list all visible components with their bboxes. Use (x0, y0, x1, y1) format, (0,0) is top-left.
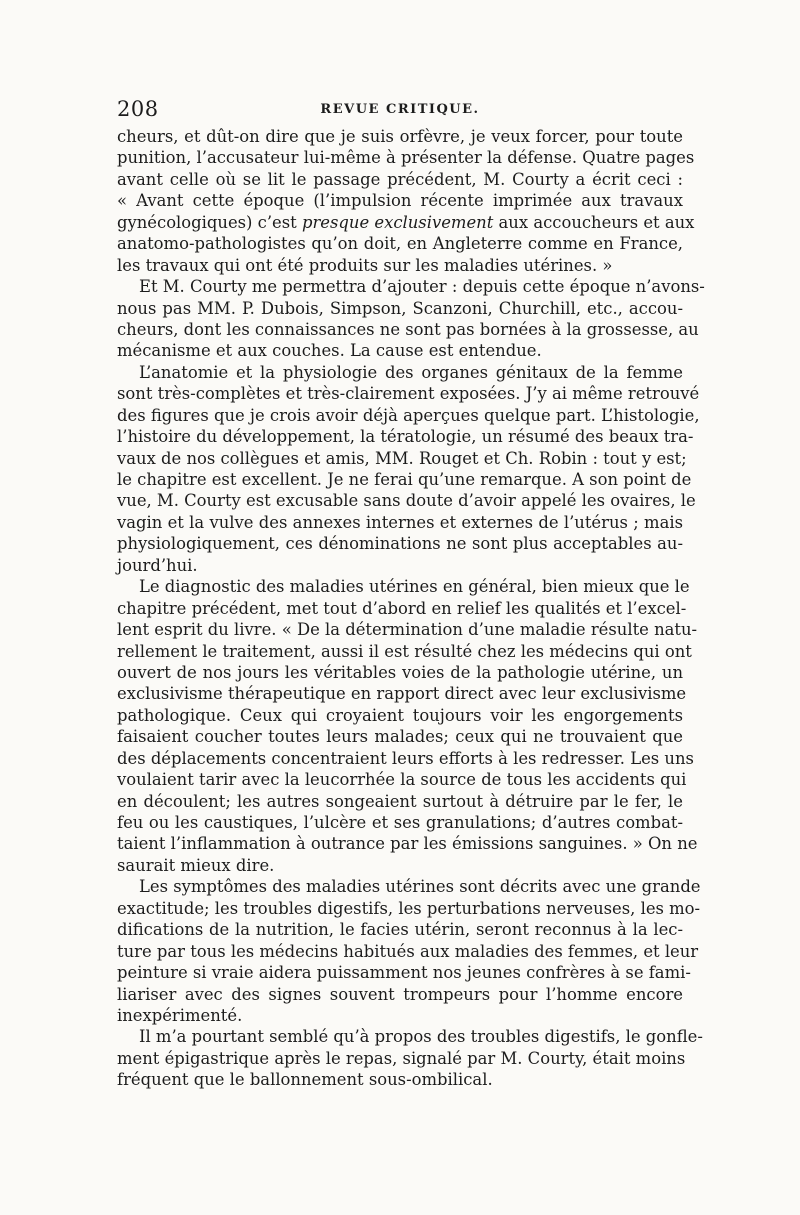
body-text (117, 126, 705, 1091)
text-line: ture par tous les médecins habitués aux maladies des femmes, et leur (117, 941, 699, 961)
page-header (117, 97, 683, 127)
text-line: nous pas MM. P. Dubois, Simpson, Scanzoni, Churchill, etc., accou- (117, 298, 683, 318)
text-line: fréquent que le ballonnement sous-ombilical. (117, 1070, 493, 1090)
text-line: physiologiquement, ces dénominations ne sont plus acceptables au- (117, 534, 683, 554)
text-line: ment épigastrique après le repas, signalé par M. Courty, était moins (117, 1048, 686, 1068)
text-line: lent esprit du livre. « De la détermination d’une maladie résulte natu- (117, 620, 698, 640)
text-line: exclusivisme thérapeutique en rapport direct avec leur exclusivisme (117, 684, 687, 704)
text-line: inexpérimenté. (117, 1005, 243, 1025)
text-line: vue, M. Courty est excusable sans doute d’avoir appelé les ovaires, le (117, 491, 696, 511)
text-line: cheurs, dont les connaissances ne sont pas bornées à la grossesse, au (117, 319, 699, 339)
text-line: des figures que je crois avoir déjà aperçues quelque part. L’histologie, (117, 405, 700, 425)
emphasized-text: presque exclusivement (301, 212, 494, 232)
paragraph-first-line: Les symptômes des maladies utérines sont décrits avec une grande (139, 877, 701, 897)
text-line: cheurs, et dût-on dire que je suis orfèvre, je veux forcer, pour toute (117, 127, 683, 146)
text-line: sont très-complètes et très-clairement exposées. J’y ai même retrouvé (117, 384, 700, 404)
text-line: des déplacements concentraient leurs efforts à les redresser. Les uns (117, 748, 694, 768)
text-line: punition, l’accusateur lui-même à présenter la défense. Quatre pages (117, 148, 695, 168)
text-line: liariser avec des signes souvent trompeurs pour l’homme encore (117, 984, 683, 1004)
paragraph-first-line: Et M. Courty me permettra d’ajouter : depuis cette époque n’avons- (139, 277, 705, 297)
text-line: feu ou les caustiques, l’ulcère et ses granulations; d’autres combat- (117, 813, 683, 832)
running-title: REVUE CRITIQUE. (320, 102, 480, 117)
paragraph-first-line: L’anatomie et la physiologie des organes génitaux de la femme (139, 362, 683, 382)
paragraph-first-line: Le diagnostic des maladies utérines en général, bien mieux que le (139, 577, 690, 597)
text-line: anatomo-pathologistes qu’on doit, en Angleterre comme en France, (117, 234, 683, 254)
text-segment: gynécologiques) c’est (117, 212, 297, 232)
text-line: avant celle où se lit le passage précédent, M. Courty a écrit ceci : (117, 169, 683, 189)
text-line: peinture si vraie aidera puissamment nos jeunes confrères à se fami- (117, 963, 691, 983)
text-line: faisaient coucher toutes leurs malades; ceux qui ne trouvaient que (117, 727, 683, 747)
text-line: pathologique. Ceux qui croyaient toujours voir les engorgements (117, 705, 683, 725)
text-line: « Avant cette époque (l’impulsion récente imprimée aux travaux (117, 191, 683, 211)
text-line: vaux de nos collègues et amis, MM. Rouget et Ch. Robin : tout y est; (117, 448, 687, 468)
paragraph-first-line: Il m’a pourtant semblé qu’à propos des troubles digestifs, le gonfle- (139, 1027, 703, 1047)
text-line: voulaient tarir avec la leucorrhée la source de tous les accidents qui (117, 770, 687, 790)
text-line: vagin et la vulve des annexes internes et externes de l’utérus ; mais (117, 512, 683, 532)
text-line: le chapitre est excellent. Je ne ferai qu’une remarque. A son point de (117, 470, 692, 489)
text-segment: aux accoucheurs et aux (498, 212, 695, 232)
text-line-with-emphasis (117, 212, 695, 233)
text-line: jourd’hui. (117, 555, 198, 575)
text-line: l’histoire du développement, la tératologie, un résumé des beaux tra- (117, 427, 694, 447)
text-line: ouvert de nos jours les véritables voies de la pathologie utérine, un (117, 662, 683, 682)
page-number: 208 (117, 97, 159, 121)
text-line: exactitude; les troubles digestifs, les perturbations nerveuses, les mo- (117, 898, 701, 918)
text-line: les travaux qui ont été produits sur les maladies utérines. » (117, 255, 613, 275)
text-line: en découlent; les autres songeaient surtout à détruire par le fer, le (117, 791, 683, 811)
text-line: difications de la nutrition, le facies utérin, seront reconnus à la lec- (117, 920, 683, 940)
text-line: taient l’inflammation à outrance par les émissions sanguines. » On ne (117, 834, 698, 854)
text-line: chapitre précédent, met tout d’abord en relief les qualités et l’excel- (117, 598, 687, 618)
text-line: mécanisme et aux couches. La cause est entendue. (117, 341, 542, 361)
text-line: saurait mieux dire. (117, 855, 275, 875)
text-line: rellement le traitement, aussi il est résulté chez les médecins qui ont (117, 641, 692, 661)
